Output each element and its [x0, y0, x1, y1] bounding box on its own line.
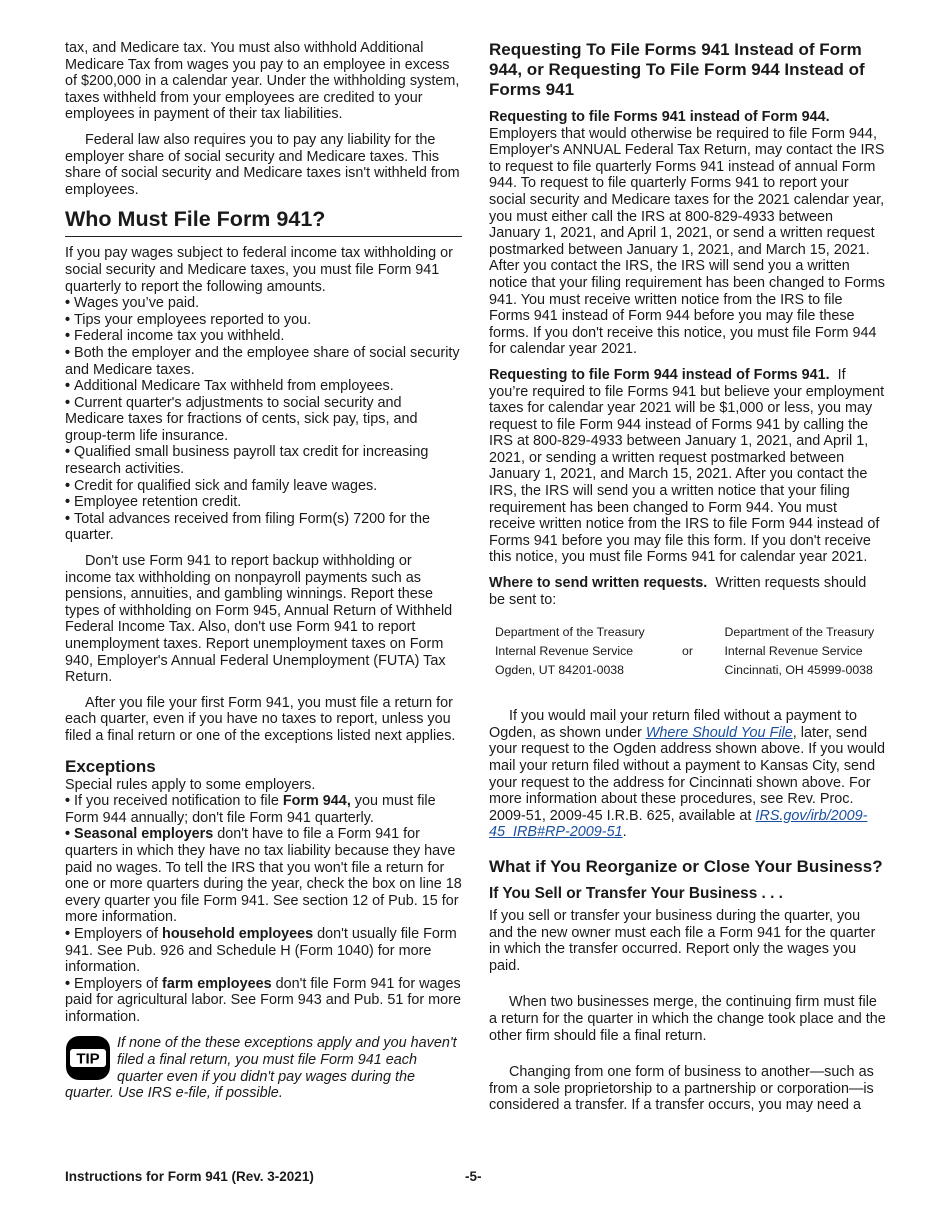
address-cincinnati-line: Internal Revenue Service: [724, 644, 863, 659]
list-item: • Total advances received from filing Form(s) 7200 for the quarter.: [65, 511, 462, 544]
exception-farm: • Employers of farm employees don't file Form 941 for wages paid for agricultural labor. See Form 943 and Pub. 51 for more information.: [65, 976, 462, 1026]
subheading-reorganize: What if You Reorganize or Close Your Business?: [489, 856, 883, 876]
list-item: • Employee retention credit.: [65, 494, 462, 511]
link-where-should-you-file[interactable]: Where Should You File: [645, 724, 793, 741]
paragraph-request-941: Requesting to file Forms 941 instead of Form 944. Employers that would otherwise be required to file Form 944, Employer's ANNUAL Federal Tax Return, may contact the IRS to request to file quarterly Forms 941 instead of annual Form 944. To request to file quarterly Forms 941 to report your social security and Medicare taxes for the 2021 calendar year, you must either call the IRS at 800-829-4933 between January 1, 2021, and April 1, 2021, or send a written request postmarked between January 1, 2021, and March 15, 2021. After you contact the IRS, the IRS will send you a written notice that your filing requirement has been changed to Forms 941. You must receive written notice from the IRS to file Forms 941 instead of Form 944 before you may file these forms. If you don't receive this notice, you must file Form 944 for calendar year 2021.: [489, 109, 885, 358]
address-cincinnati-line: Cincinnati, OH 45999-0038: [724, 663, 873, 678]
list-item: • Tips your employees reported to you.: [65, 312, 462, 329]
amounts-list: [65, 295, 462, 544]
exception-household: • Employers of household employees don't usually file Form 941. See Pub. 926 and Schedule H (Form 1040) for more information.: [65, 926, 462, 976]
paragraph-request-944: Requesting to file Form 944 instead of Forms 941. If you’re required to file Forms 941 but believe your employment taxes for calendar year 2021 will be $1,000 or less, you may request to file Form 944 instead of Forms 941 by calling the IRS at 800-829-4933 between January 1, 2021, and April 1, 2021, or sending a written request postmarked between January 1, 2021, and March 15, 2021. After you contact the IRS, the IRS will send you a written notice that your filing requirement has been changed to Form 944. You must receive written notice from the IRS to file Form 944 instead of Forms 941 before you may file this form. If you don't receive this notice, you must file Forms 941 for calendar year 2021.: [489, 366, 885, 566]
paragraph-dont-use: Don't use Form 941 to report backup withholding or income tax withholding on nonpayroll payments such as pensions, annuities, and gambling winnings. Report these types of withholding on Form 945, Annual Return of Withheld Federal Income Tax. Also, don't use Form 941 to report unemployment taxes. Report unemployment taxes on Form 940, Employer's Annual Federal Unemployment (FUTA) Tax Return.: [65, 553, 453, 686]
link-irb-2009-45[interactable]: IRS.gov/irb/2009-45_IRB#RP-2009-51: [489, 807, 868, 841]
paragraph-where-to-send: Where to send written requests. Written requests should be sent to:: [489, 575, 867, 608]
section-heading-who-must-file: Who Must File Form 941?: [65, 207, 462, 237]
right-column: [489, 40, 886, 1114]
paragraph-sell-transfer: If you sell or transfer your business during the quarter, you and the new owner must each file a Form 941 for the quarter in which the transfer occurred. Report only the wages you paid.: [489, 907, 876, 974]
page-footer: [65, 1169, 886, 1187]
list-item: • Qualified small business payroll tax credit for increasing research activities.: [65, 444, 462, 477]
left-column: [65, 40, 462, 1102]
list-item: • Federal income tax you withheld.: [65, 328, 462, 345]
paragraph-mail-return: If you would mail your return filed without a payment to Ogden, as shown under Where Should You File, later, send your request to the Ogden address shown above. If you would mail your return filed without a payment to Kansas City, send your request to the address for Cincinnati shown above. For more information about these procedures, see Rev. Proc. 2009-51, 2009-45 I.R.B. 625, available at IRS.gov/irb/2009-45_IRB#RP-2009-51.: [489, 708, 885, 841]
paragraph-who-must-file-intro: If you pay wages subject to federal income tax withholding or social security and Medicare taxes, you must file Form 941 quarterly to report the following amounts.: [65, 245, 453, 295]
paragraph-change-form: Changing from one form of business to another—such as from a sole proprietorship to a partnership or corporation—is considered a transfer. If a transfer occurs, you may need a: [489, 1064, 874, 1114]
paragraph-withholding: tax, and Medicare tax. You must also withhold Additional Medicare Tax from wages you pay to an employee in excess of $200,000 in a calendar year. Under the withholding system, taxes withheld from your employees are credited to your employees in payment of their tax liabilities.: [65, 40, 460, 123]
tip-icon: [65, 1035, 111, 1081]
exception-form-944: • If you received notification to file Form 944, you must file Form 944 annually; don't file Form 941 quarterly.: [65, 793, 462, 826]
address-ogden-line: Department of the Treasury: [495, 625, 645, 640]
list-item: • Wages you’ve paid.: [65, 295, 462, 312]
page-number: -5-: [465, 1169, 482, 1184]
paragraph-exceptions-intro: Special rules apply to some employers.: [65, 776, 316, 793]
exception-seasonal: • Seasonal employers don't have to file a Form 941 for quarters in which they have no tax liability because they have paid no wages. To tell the IRS that you won't file a return for one or more quarters during the year, check the box on line 18 every quarter you file Form 941. See section 12 of Pub. 15 for more information.: [65, 826, 462, 926]
address-cincinnati-line: Department of the Treasury: [724, 625, 875, 640]
tip-callout: [65, 1035, 462, 1101]
list-item: • Both the employer and the employee share of social security and Medicare taxes.: [65, 345, 462, 378]
section-heading-requesting: Requesting To File Forms 941 Instead of Form 944, or Requesting To File Form 944 Instead of Forms 941: [489, 40, 865, 99]
tip-label: TIP: [76, 1050, 100, 1068]
address-ogden-line: Ogden, UT 84201-0038: [495, 663, 624, 678]
list-item: • Additional Medicare Tax withheld from employees.: [65, 378, 462, 395]
paragraph-federal-law: Federal law also requires you to pay any liability for the employer share of social security and Medicare taxes. This share of social security and Medicare taxes isn't withheld from employees.: [65, 131, 460, 198]
address-ogden-line: Internal Revenue Service: [495, 644, 634, 659]
list-item: • Credit for qualified sick and family leave wages.: [65, 478, 462, 495]
subheading-sell-transfer: If You Sell or Transfer Your Business . . .: [489, 884, 783, 902]
address-table: [489, 623, 886, 680]
subheading-exceptions: Exceptions: [65, 756, 156, 776]
paragraph-after-first-file: After you file your first Form 941, you must file a return for each quarter, even if you have no taxes to report, unless you filed a final return or one of the exceptions listed next applies.: [65, 694, 456, 744]
tip-text: If none of the these exceptions apply and you haven't filed a final return, you must file Form 941 each quarter even if you didn't pay wages during the quarter. Use IRS e-file, if possible.: [65, 1035, 457, 1102]
footer-title: Instructions for Form 941 (Rev. 3-2021): [65, 1169, 314, 1184]
list-item: • Current quarter's adjustments to social security and Medicare taxes for fractions of cents, sick pay, tips, and group-term life insurance.: [65, 395, 462, 445]
address-or: or: [682, 644, 693, 659]
paragraph-merge: When two businesses merge, the continuing firm must file a return for the quarter in which the change took place and the other firm should file a final return.: [489, 994, 886, 1044]
